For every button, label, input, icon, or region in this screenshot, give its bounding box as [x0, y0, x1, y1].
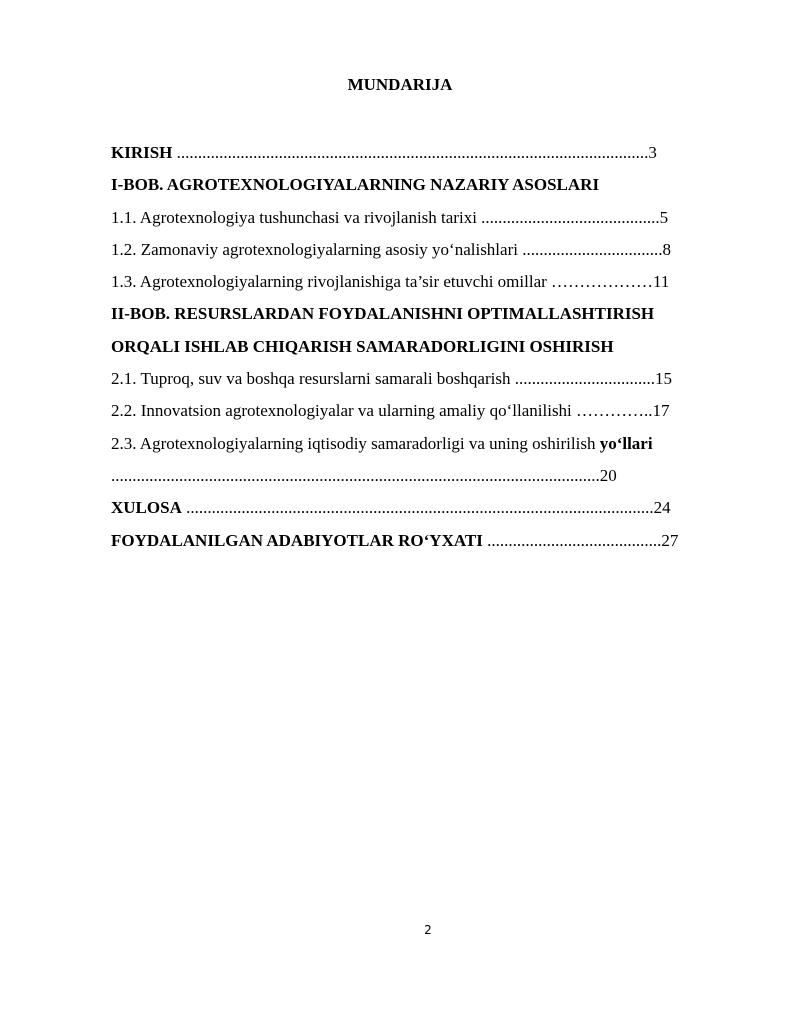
- toc-heading-chapter-2-line-2[interactable]: [111, 331, 726, 363]
- toc-entry-1-2[interactable]: [111, 234, 726, 266]
- toc-entry-label: 1.3. Agrotexnologiyalarning rivojlanishiga ta’sir etuvchi omillar: [111, 272, 547, 292]
- toc-entry-2-3-continuation[interactable]: [111, 460, 726, 492]
- toc-entry-page: 15: [654, 369, 672, 389]
- toc-entry-page: 17: [652, 401, 670, 421]
- toc-entry-1-1[interactable]: [111, 202, 726, 234]
- toc-entry-2-1[interactable]: [111, 363, 726, 395]
- toc-entry-label: 2.1. Tuproq, suv va boshqa resurslarni samarali boshqarish: [111, 369, 511, 389]
- toc-entry-page: 8: [662, 239, 671, 259]
- toc-entry-leader: .................................: [517, 239, 663, 259]
- toc-entry-page: 3: [648, 143, 657, 162]
- toc-entry-references[interactable]: [111, 525, 726, 557]
- toc-entry-leader: ..........................................: [476, 207, 660, 227]
- toc-entry-page: 5: [659, 207, 669, 227]
- toc-entry-label: 2.3. Agrotexnologiyalarning iqtisodiy samaradorligi va uning oshirilish: [111, 433, 596, 453]
- toc-entry-1-3[interactable]: [111, 266, 726, 298]
- toc-heading-label: ORQALI ISHLAB CHIQARISH SAMARADORLIGINI OSHIRISH: [111, 336, 614, 356]
- toc-entry-xulosa[interactable]: [111, 492, 726, 524]
- toc-entry-leader: .................................: [510, 369, 655, 389]
- toc-heading-label: I-BOB. AGROTEXNOLOGIYALARNING NAZARIY ASOSLARI: [111, 175, 600, 195]
- toc-entry-2-3[interactable]: [111, 428, 726, 460]
- toc-entry-leader: ...............................................................................................................: [172, 143, 649, 162]
- toc-entry-kirish[interactable]: [111, 137, 726, 169]
- toc-heading-chapter-2-line-1[interactable]: [111, 298, 726, 330]
- toc-entry-label: 1.2. Zamonaviy agrotexnologiyalarning asosiy yo‘nalishlari: [111, 239, 518, 259]
- toc-entry-leader: ...................................................................................................................: [111, 465, 600, 485]
- page-title: MUNDARIJA: [347, 75, 453, 94]
- toc-entry-label-bold: yo‘llari: [599, 433, 653, 453]
- toc-entry-leader: …………..: [571, 401, 653, 421]
- toc-entry-page: 27: [661, 530, 679, 550]
- toc-entry-label: 2.2. Innovatsion agrotexnologiyalar va ularning amaliy qo‘llanilishi: [111, 401, 572, 421]
- table-of-contents: [111, 137, 726, 557]
- toc-entry-label: KIRISH: [111, 143, 173, 162]
- toc-entry-page: 20: [599, 465, 617, 485]
- toc-entry-leader: .........................................: [482, 530, 662, 550]
- toc-heading-label: II-BOB. RESURSLARDAN FOYDALANISHNI OPTIMALLASHTIRISH: [111, 304, 655, 324]
- page-number: 2: [424, 923, 432, 937]
- toc-entry-label: 1.1. Agrotexnologiya tushunchasi va rivojlanish tarixi: [111, 207, 477, 227]
- toc-heading-chapter-1[interactable]: [111, 169, 726, 201]
- toc-entry-page: 11: [653, 272, 670, 292]
- toc-entry-label: XULOSA: [111, 498, 182, 518]
- toc-entry-label: FOYDALANILGAN ADABIYOTLAR RO‘YXATI: [111, 530, 483, 550]
- toc-entry-page: 24: [653, 498, 671, 518]
- toc-entry-leader: ..............................................................................................................: [181, 498, 654, 518]
- toc-entry-2-2[interactable]: [111, 395, 726, 427]
- toc-entry-leader: ………………: [546, 272, 654, 292]
